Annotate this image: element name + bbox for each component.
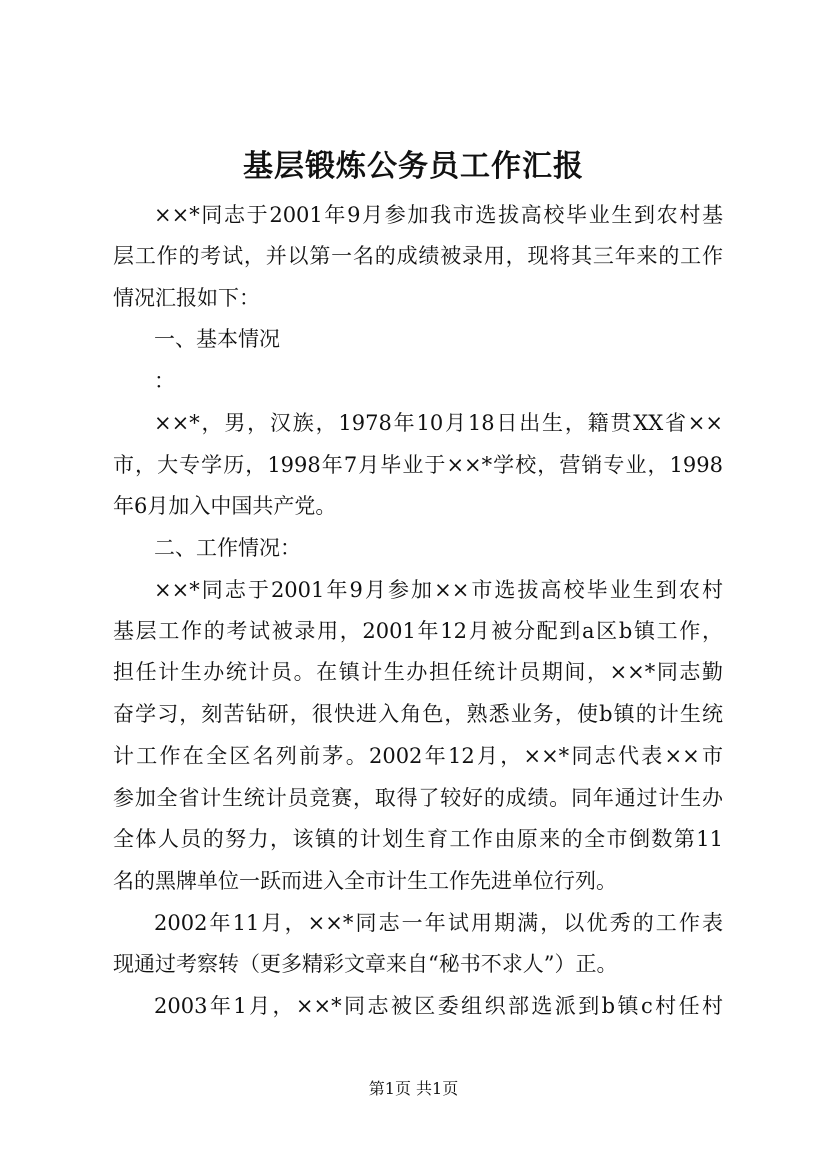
body-line: 参加全省计生统计员竞赛，取得了较好的成绩。同年通过计生办 (113, 786, 723, 810)
document-title: 基层锻炼公务员工作汇报 (243, 149, 584, 184)
body-line: ××*同志于2001年9月参加我市选拔高校毕业生到农村基 (154, 203, 723, 227)
body-line: 基层工作的考试被录用，2001年12月被分配到a区b镇工作， (113, 619, 723, 643)
body-line: 层工作的考试，并以第一名的成绩被录用，现将其三年来的工作 (113, 244, 723, 268)
body-line: 担任计生办统计员。在镇计生办担任统计员期间，××*同志勤 (113, 660, 723, 684)
body-line: 计工作在全区名列前茅。2002年12月，××*同志代表××市 (113, 744, 723, 768)
section-heading: 二、工作情况： (154, 536, 301, 560)
body-line: 奋学习，刻苦钻研，很快进入角色，熟悉业务，使b镇的计生统 (113, 702, 723, 726)
page-footer: 第1页 共1页 (368, 1079, 459, 1098)
body-line: 年6月加入中国共产党。 (113, 494, 337, 518)
body-line: ××*，男，汉族，1978年10月18日出生，籍贯XX省×× (154, 411, 723, 435)
body-line: 2002年11月，××*同志一年试用期满，以优秀的工作表 (154, 911, 723, 935)
body-line: ××*同志于2001年9月参加××市选拔高校毕业生到农村 (154, 578, 723, 602)
body-line: 现通过考察转（更多精彩文章来自“秘书不求人”）正。 (113, 952, 618, 976)
body-line: 全体人员的努力，该镇的计划生育工作由原来的全市倒数第11 (113, 827, 723, 851)
body-line: ： (154, 369, 175, 393)
section-heading: 一、基本情况 (154, 327, 280, 351)
body-line: 市，大专学历，1998年7月毕业于××*学校，营销专业，1998 (113, 453, 723, 477)
body-line: 2003年1月，××*同志被区委组织部选派到b镇c村任村 (154, 994, 723, 1018)
body-line: 情况汇报如下： (113, 286, 260, 310)
body-line: 名的黑牌单位一跃而进入全市计生工作先进单位行列。 (113, 869, 617, 893)
